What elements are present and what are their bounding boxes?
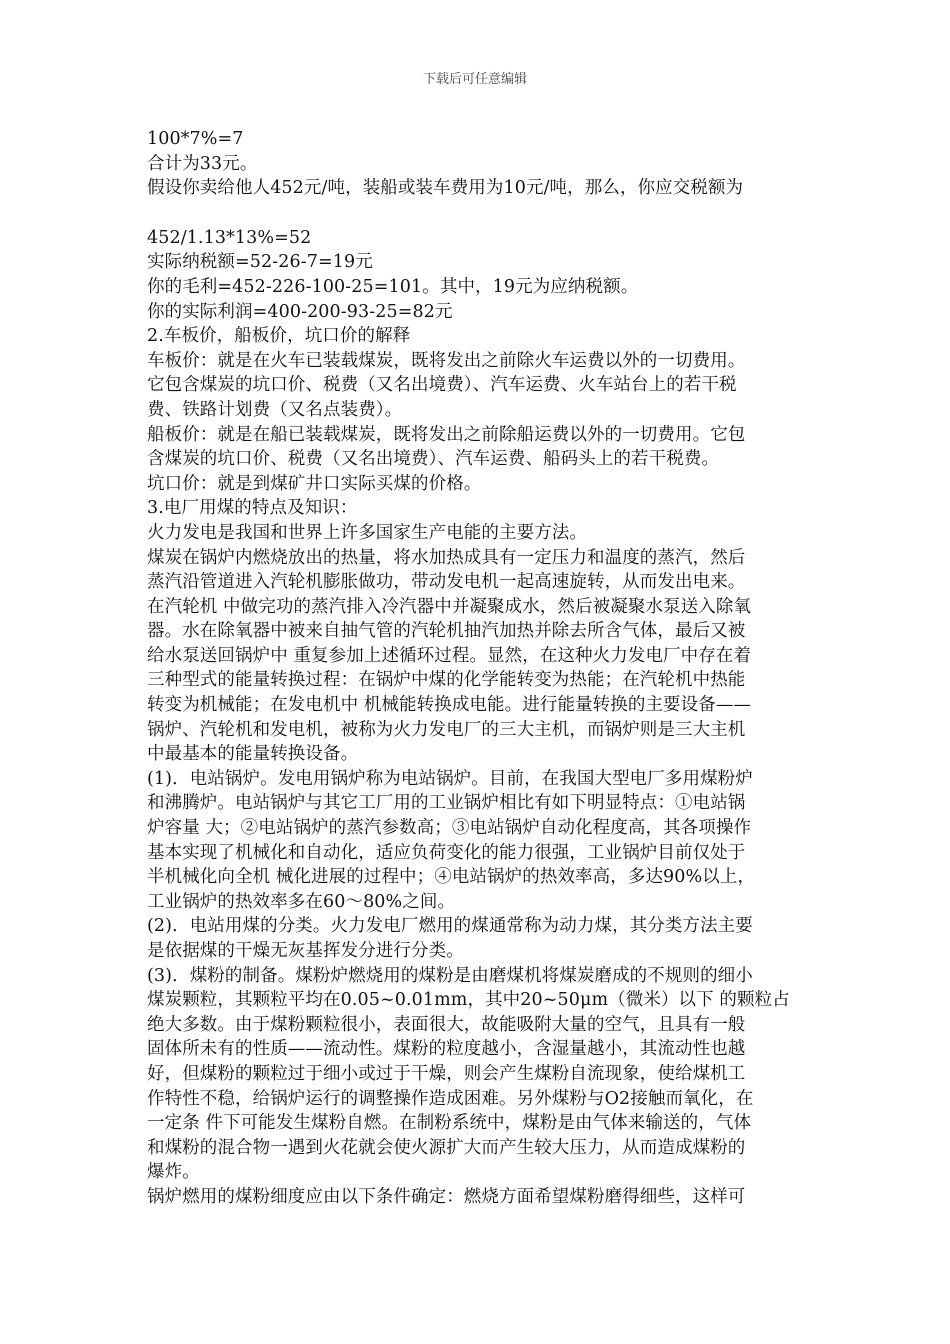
text-line: (2)．电站用煤的分类。火力发电厂燃用的煤通常称为动力煤，其分类方法主要 — [147, 916, 753, 937]
text-line: 和煤粉的混合物一遇到火花就会使火源扩大而产生较大压力，从而造成煤粉的 — [147, 1137, 746, 1158]
text-line: 它包含煤炭的坑口价、税费（又名出境费）、汽车运费、火车站台上的若干税 — [147, 375, 737, 396]
text-line: 含煤炭的坑口价、税费（又名出境费）、汽车运费、船码头上的若干税费。 — [147, 449, 720, 470]
section-heading: 3.电厂用煤的特点及知识： — [147, 498, 358, 519]
text-line: 在汽轮机 中做完功的蒸汽排入冷汽器中并凝聚成水，然后被凝聚水泵送入除氧 — [147, 596, 752, 617]
text-line: 锅炉燃用的煤粉细度应由以下条件确定：燃烧方面希望煤粉磨得细些，这样可 — [147, 1186, 746, 1207]
text-line: (3)．煤粉的制备。煤粉炉燃烧用的煤粉是由磨煤机将煤炭磨成的不规则的细小 — [147, 965, 753, 986]
text-line: 中最基本的能量转换设备。 — [147, 744, 359, 765]
text-line: (1)．电站锅炉。发电用锅炉称为电站锅炉。目前，在我国大型电厂多用煤粉炉 — [147, 768, 753, 789]
text-line: 和沸腾炉。电站锅炉与其它工厂用的工业锅炉相比有如下明显特点：①电站锅 — [147, 793, 746, 814]
text-line: 半机械化向全机 械化进展的过程中；④电站锅炉的热效率高，多达90%以上， — [147, 867, 756, 888]
text-line: 锅炉、汽轮机和发电机，被称为火力发电厂的三大主机，而锅炉则是三大主机 — [147, 719, 746, 740]
text-line: 转变为机械能；在发电机中 机械能转换成电能。进行能量转换的主要设备—— — [147, 695, 752, 716]
text-line: 船板价：就是在船已装载煤炭，既将发出之前除船运费以外的一切费用。它包 — [147, 424, 746, 445]
text-line: 好，但煤粉的颗粒过于细小或过于干燥，则会产生煤粉自流现象，使给煤机工 — [147, 1063, 746, 1084]
text-line: 452/1.13*13%=52 — [147, 227, 312, 248]
text-line: 煤炭颗粒，其颗粒平均在0.05~0.01mm，其中20~50μm（微米）以下 的颗粒占 — [147, 990, 790, 1011]
text-line: 三种型式的能量转换过程：在锅炉中煤的化学能转变为热能；在汽轮机中热能 — [147, 670, 746, 691]
text-line: 固体所未有的性质——流动性。煤粉的粒度越小，含湿量越小，其流动性也越 — [147, 1039, 746, 1060]
page-header-note: 下载后可任意编辑 — [422, 72, 527, 87]
text-line: 车板价：就是在火车已装载煤炭，既将发出之前除火车运费以外的一切费用。 — [147, 350, 746, 371]
text-line: 费、铁路计划费（又名点装费）。 — [147, 399, 403, 420]
text-line: 炉容量 大；②电站锅炉的蒸汽参数高；③电站锅炉自动化程度高，其各项操作 — [147, 818, 752, 839]
text-line: 你的实际利润=400-200-93-25=82元 — [147, 301, 453, 322]
text-line: 给水泵送回锅炉中 重复参加上述循环过程。显然，在这种火力发电厂中存在着 — [147, 645, 752, 666]
document-body — [147, 127, 811, 1210]
text-line: 你的毛利=452-226-100-25=101。其中，19元为应纳税额。 — [147, 276, 639, 297]
text-line: 器。水在除氧器中被来自抽气管的汽轮机抽汽加热并除去所含气体，最后又被 — [147, 621, 746, 642]
section-heading: 2.车板价，船板价，坑口价的解释 — [147, 326, 411, 347]
text-line: 合计为33元。 — [147, 153, 258, 174]
text-line: 坑口价：就是到煤矿井口实际买煤的价格。 — [147, 473, 482, 494]
text-line: 一定条 件下可能发生煤粉自燃。在制粉系统中，煤粉是由气体来输送的，气体 — [147, 1113, 752, 1134]
text-line: 100*7%=7 — [147, 129, 244, 149]
text-line: 实际纳税额=52-26-7=19元 — [147, 252, 373, 273]
text-line: 作特性不稳，给锅炉运行的调整操作造成困难。另外煤粉与O2接触而氧化，在 — [147, 1088, 754, 1109]
text-line: 工业锅炉的热效率多在60～80%之间。 — [147, 891, 456, 912]
text-line: 爆炸。 — [147, 1162, 200, 1183]
text-line: 火力发电是我国和世界上许多国家生产电能的主要方法。 — [147, 522, 587, 543]
text-line: 假设你卖给他人452元/吨，装船或装车费用为10元/吨，那么，你应交税额为 — [147, 178, 744, 199]
blank-line — [147, 201, 811, 226]
text-line: 绝大多数。由于煤粉颗粒很小，表面很大，故能吸附大量的空气，且具有一般 — [147, 1014, 746, 1035]
text-line: 是依据煤的干燥无灰基挥发分进行分类。 — [147, 941, 464, 961]
text-line: 煤炭在锅炉内燃烧放出的热量，将水加热成具有一定压力和温度的蒸汽，然后 — [147, 547, 746, 568]
text-line: 蒸汽沿管道进入汽轮机膨胀做功，带动发电机一起高速旋转，从而发出电来。 — [147, 572, 746, 593]
text-line: 基本实现了机械化和自动化，适应负荷变化的能力很强，工业锅炉目前仅处于 — [147, 842, 746, 863]
